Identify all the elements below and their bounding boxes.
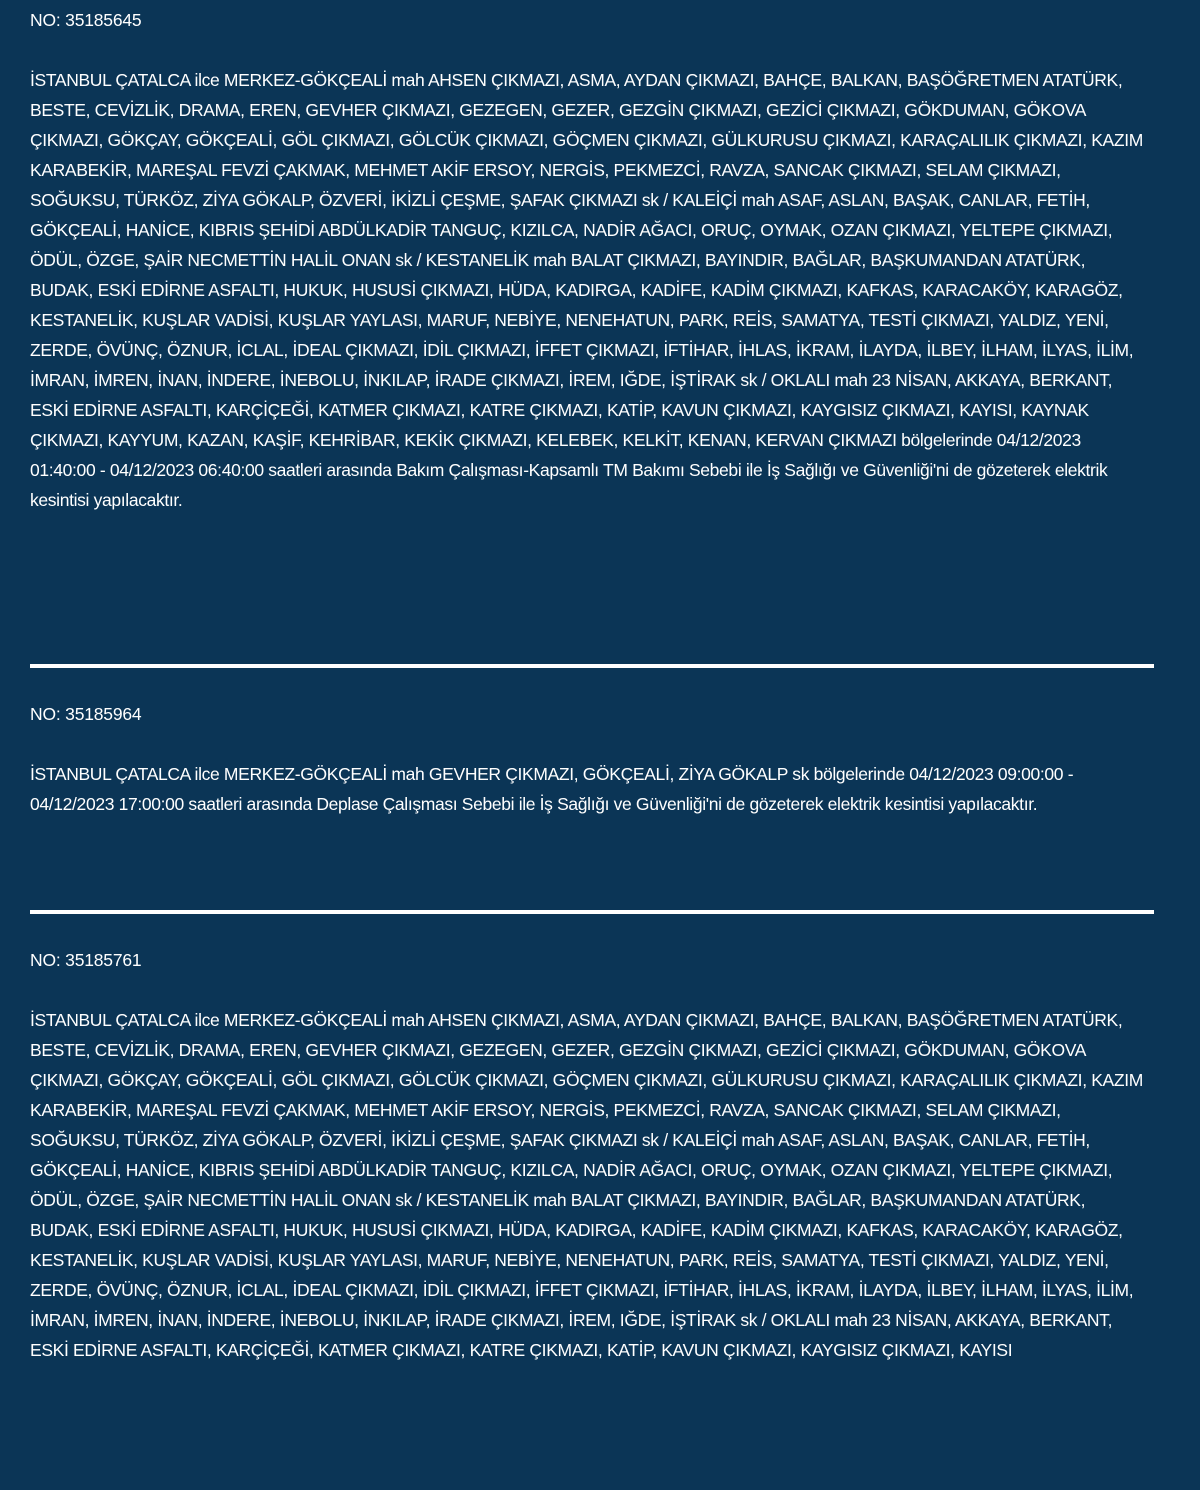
notice-3 — [30, 0, 1145, 1467]
notice-number: NO: 35185645 — [30, 10, 142, 30]
notice-text: İSTANBUL ÇATALCA ilce MERKEZ-GÖKÇEALİ mah AHSEN ÇIKMAZI, ASMA, AYDAN ÇIKMAZI, BAHÇE, BALKAN, BAŞÖĞRETMEN ATATÜRK, BESTE, CEVİZLİK, DRAMA, EREN, GEVHER ÇIKMAZI, GEZEGEN, GEZER, GEZGİN ÇIKMAZI, GEZİCİ ÇIKMAZI, GÖKDUMAN, GÖKOVA ÇIKMAZI, GÖKÇAY, GÖKÇEALİ, GÖL ÇIKMAZI, GÖLCÜK ÇIKMAZI, GÖÇMEN ÇIKMAZI, GÜLKURUSU ÇIKMAZI, KARAÇALILIK ÇIKMAZI, KAZIM KARABEKİR, MAREŞAL FEVZİ ÇAKMAK, MEHMET AKİF ERSOY, NERGİS, PEKMEZCİ, RAVZA, SANCAK ÇIKMAZI, SELAM ÇIKMAZI, SOĞUKSU, TÜRKÖZ, ZİYA GÖKALP, ÖZVERİ, İKİZLİ ÇEŞME, ŞAFAK ÇIKMAZI sk / KALEİÇİ mah ASAF, ASLAN, BAŞAK, CANLAR, FETİH, GÖKÇEALİ, HANİCE, KIBRIS ŞEHİDİ ABDÜLKADİR TANGUÇ, KIZILCA, NADİR AĞACI, ORUÇ, OYMAK, OZAN ÇIKMAZI, YELTEPE ÇIKMAZI, ÖDÜL, ÖZGE, ŞAİR NECMETTİN HALİL ONAN sk / KESTANELİK mah BALAT ÇIKMAZI, BAYINDIR, BAĞLAR, BAŞKUMANDAN ATATÜRK, BUDAK, ESKİ EDİRNE ASFALTI, HUKUK, HUSUSİ ÇIKMAZI, HÜDA, KADIRGA, KADİFE, KADİM ÇIKMAZI, KAFKAS, KARACAKÖY, KARAGÖZ, KESTANELİK, KUŞLAR VADİSİ, KUŞLAR YAYLASI, MARUF, NEBİYE, NENEHATUN, PARK, REİS, SAMATYA, TESTİ ÇIKMAZI, YALDIZ, YENİ, ZERDE, ÖVÜNÇ, ÖZNUR, İCLAL, İDEAL ÇIKMAZI, İDİL ÇIKMAZI, İFFET ÇIKMAZI, İFTİHAR, İHLAS, İKRAM, İLAYDA, İLBEY, İLHAM, İLYAS, İLİM, İMRAN, İMREN, İNAN, İNDERE, İNEBOLU, İNKILAP, İRADE ÇIKMAZI, İREM, IĞDE, İŞTİRAK sk / OKLALI mah 23 NİSAN, AKKAYA, BERKANT, ESKİ EDİRNE ASFALTI, KARÇİÇEĞİ, KATMER ÇIKMAZI, KATRE ÇIKMAZI, KATİP, KAVUN ÇIKMAZI, KAYGISIZ ÇIKMAZI, KAYISI — [30, 1010, 1143, 1360]
notice-number: NO: 35185761 — [30, 950, 142, 970]
notice-text: İSTANBUL ÇATALCA ilce MERKEZ-GÖKÇEALİ mah AHSEN ÇIKMAZI, ASMA, AYDAN ÇIKMAZI, BAHÇE, BALKAN, BAŞÖĞRETMEN ATATÜRK, BESTE, CEVİZLİK, DRAMA, EREN, GEVHER ÇIKMAZI, GEZEGEN, GEZER, GEZGİN ÇIKMAZI, GEZİCİ ÇIKMAZI, GÖKDUMAN, GÖKOVA ÇIKMAZI, GÖKÇAY, GÖKÇEALİ, GÖL ÇIKMAZI, GÖLCÜK ÇIKMAZI, GÖÇMEN ÇIKMAZI, GÜLKURUSU ÇIKMAZI, KARAÇALILIK ÇIKMAZI, KAZIM KARABEKİR, MAREŞAL FEVZİ ÇAKMAK, MEHMET AKİF ERSOY, NERGİS, PEKMEZCİ, RAVZA, SANCAK ÇIKMAZI, SELAM ÇIKMAZI, SOĞUKSU, TÜRKÖZ, ZİYA GÖKALP, ÖZVERİ, İKİZLİ ÇEŞME, ŞAFAK ÇIKMAZI sk / KALEİÇİ mah ASAF, ASLAN, BAŞAK, CANLAR, FETİH, GÖKÇEALİ, HANİCE, KIBRIS ŞEHİDİ ABDÜLKADİR TANGUÇ, KIZILCA, NADİR AĞACI, ORUÇ, OYMAK, OZAN ÇIKMAZI, YELTEPE ÇIKMAZI, ÖDÜL, ÖZGE, ŞAİR NECMETTİN HALİL ONAN sk / KESTANELİK mah BALAT ÇIKMAZI, BAYINDIR, BAĞLAR, BAŞKUMANDAN ATATÜRK, BUDAK, ESKİ EDİRNE ASFALTI, HUKUK, HUSUSİ ÇIKMAZI, HÜDA, KADIRGA, KADİFE, KADİM ÇIKMAZI, KAFKAS, KARACAKÖY, KARAGÖZ, KESTANELİK, KUŞLAR VADİSİ, KUŞLAR YAYLASI, MARUF, NEBİYE, NENEHATUN, PARK, REİS, SAMATYA, TESTİ ÇIKMAZI, YALDIZ, YENİ, ZERDE, ÖVÜNÇ, ÖZNUR, İCLAL, İDEAL ÇIKMAZI, İDİL ÇIKMAZI, İFFET ÇIKMAZI, İFTİHAR, İHLAS, İKRAM, İLAYDA, İLBEY, İLHAM, İLYAS, İLİM, İMRAN, İMREN, İNAN, İNDERE, İNEBOLU, İNKILAP, İRADE ÇIKMAZI, İREM, IĞDE, İŞTİRAK sk / OKLALI mah 23 NİSAN, AKKAYA, BERKANT, ESKİ EDİRNE ASFALTI, KARÇİÇEĞİ, KATMER ÇIKMAZI, KATRE ÇIKMAZI, KATİP, KAVUN ÇIKMAZI, KAYGISIZ ÇIKMAZI, KAYISI, KAYNAK ÇIKMAZI, KAYYUM, KAZAN, KAŞİF, KEHRİBAR, KEKİK ÇIKMAZI, KELEBEK, KELKİT, KENAN, KERVAN ÇIKMAZI bölgelerinde 04/12/2023 01:40:00 - 04/12/2023 06:40:00 saatleri arasında Bakım Çalışması-Kapsamlı TM Bakımı Sebebi ile İş Sağlığı ve Güvenliği'ni de gözeterek elektrik kesintisi yapılacaktır. — [30, 70, 1143, 510]
notice-text: İSTANBUL ÇATALCA ilce MERKEZ-GÖKÇEALİ mah GEVHER ÇIKMAZI, GÖKÇEALİ, ZİYA GÖKALP sk bölgelerinde 04/12/2023 09:00:00 - 04/12/2023 17:00:00 saatleri arasında Deplase Çalışması Sebebi ile İş Sağlığı ve Güvenliği'ni de gözeterek elektrik kesintisi yapılacaktır. — [30, 764, 1074, 814]
notice-number: NO: 35185964 — [30, 704, 142, 724]
